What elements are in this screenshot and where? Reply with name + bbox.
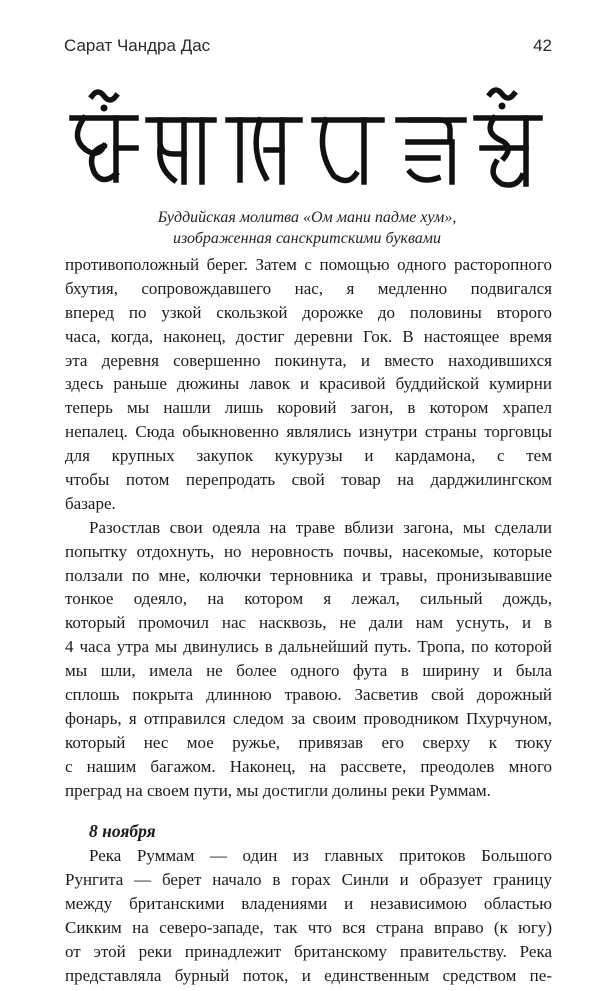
glyph-om: [72, 92, 136, 180]
text-line: Рунгита — берет начало в горах Синли и образует границу: [65, 870, 552, 890]
paragraph-1: [65, 253, 552, 516]
section-heading-date: 8 ноября: [89, 821, 156, 842]
text-line: ползали по мне, колючки терновника и травы, пронизывавшие: [65, 565, 552, 585]
text-line: сплошь покрыта длинною травою. Засветив свой дорожный: [65, 685, 552, 705]
text-line: часа, когда, наконец, достиг деревни Гок. В настоящее время: [65, 326, 552, 346]
text-line: попытку отдохнуть, но неровность почвы, насекомые, которые: [65, 541, 552, 561]
illustration-caption-line-2: изображенная санскритскими буквами: [173, 230, 441, 247]
text-line: мы шли, имела не более одного фута в ширину и была: [65, 661, 552, 681]
glyph-hum: [476, 90, 540, 185]
text-line: чтобы потом перепродать свой товар на дарджилингском: [65, 470, 552, 490]
body-text: [65, 253, 552, 988]
text-line: 4 часа утра мы двинулись в дальнейший путь. Тропа, по которой: [65, 637, 552, 657]
text-line: вперед по узкой скользкой дорожке до половины второго: [65, 302, 552, 322]
running-head-author: Сарат Чандра Дас: [64, 36, 211, 55]
page-number: 42: [533, 36, 552, 55]
glyph-dme: [398, 120, 464, 182]
text-line: непалец. Сюда обыкновенно являлись изнутри страны торговцы: [65, 422, 552, 442]
paragraph-2: [65, 516, 552, 803]
text-line: бхутия, сопровождавшего нас, я медленно подвигался: [65, 278, 552, 298]
running-head: [64, 36, 552, 60]
text-line: от этой реки принадлежит британскому правительству. Река: [65, 941, 552, 961]
text-line: Река Руммам — один из главных притоков Большого: [89, 846, 552, 866]
text-line: тонкое одеяло, на котором я лежал, сильный дождь,: [65, 589, 552, 609]
text-line: здесь раньше дюжины лавок и красивой буддийской кумирни: [65, 374, 552, 394]
text-line: представляла бурный поток, и единственным средством пе-: [65, 965, 552, 985]
glyph-ni: [228, 120, 300, 182]
text-line: эта деревня совершенно покинута, и вместо находившихся: [65, 350, 552, 370]
text-line: теперь мы нашли лишь коровий загон, в котором храпел: [65, 398, 552, 418]
text-line: с нашим багажом. Наконец, на рассвете, преодолев много: [65, 756, 552, 776]
text-line: базаре.: [65, 493, 116, 513]
sanskrit-prayer-illustration: [64, 86, 550, 198]
text-line: который промочил нас насквозь, не дали нам уснуть, и в: [65, 613, 552, 633]
glyph-pa: [314, 120, 382, 182]
text-line: преград на своем пути, мы достигли долины реки Руммам.: [65, 780, 491, 800]
text-line: Сикким на северо-западе, так что вся страна вправо (к югу): [65, 918, 552, 938]
text-line: между британскими владениями и независимою областью: [65, 894, 552, 914]
glyph-ma: [148, 120, 214, 182]
text-line: противоположный берег. Затем с помощью одного расторопного: [65, 255, 552, 274]
illustration-caption-line-1: Буддийская молитва «Ом мани падме хум»,: [157, 209, 457, 226]
text-line: который нес мое ружье, привязав его сверху к тюку: [65, 732, 552, 752]
paragraph-3: [65, 844, 552, 987]
om-mani-padme-hum-script-icon: [64, 86, 550, 198]
text-line: фонарь, я отправился следом за своим проводником Пхурчуном,: [65, 708, 552, 728]
text-line: для крупных закупок кукурузы и кардамона, с тем: [65, 446, 552, 466]
text-line: Разостлав свои одеяла на траве вблизи загона, мы сделали: [89, 517, 552, 537]
